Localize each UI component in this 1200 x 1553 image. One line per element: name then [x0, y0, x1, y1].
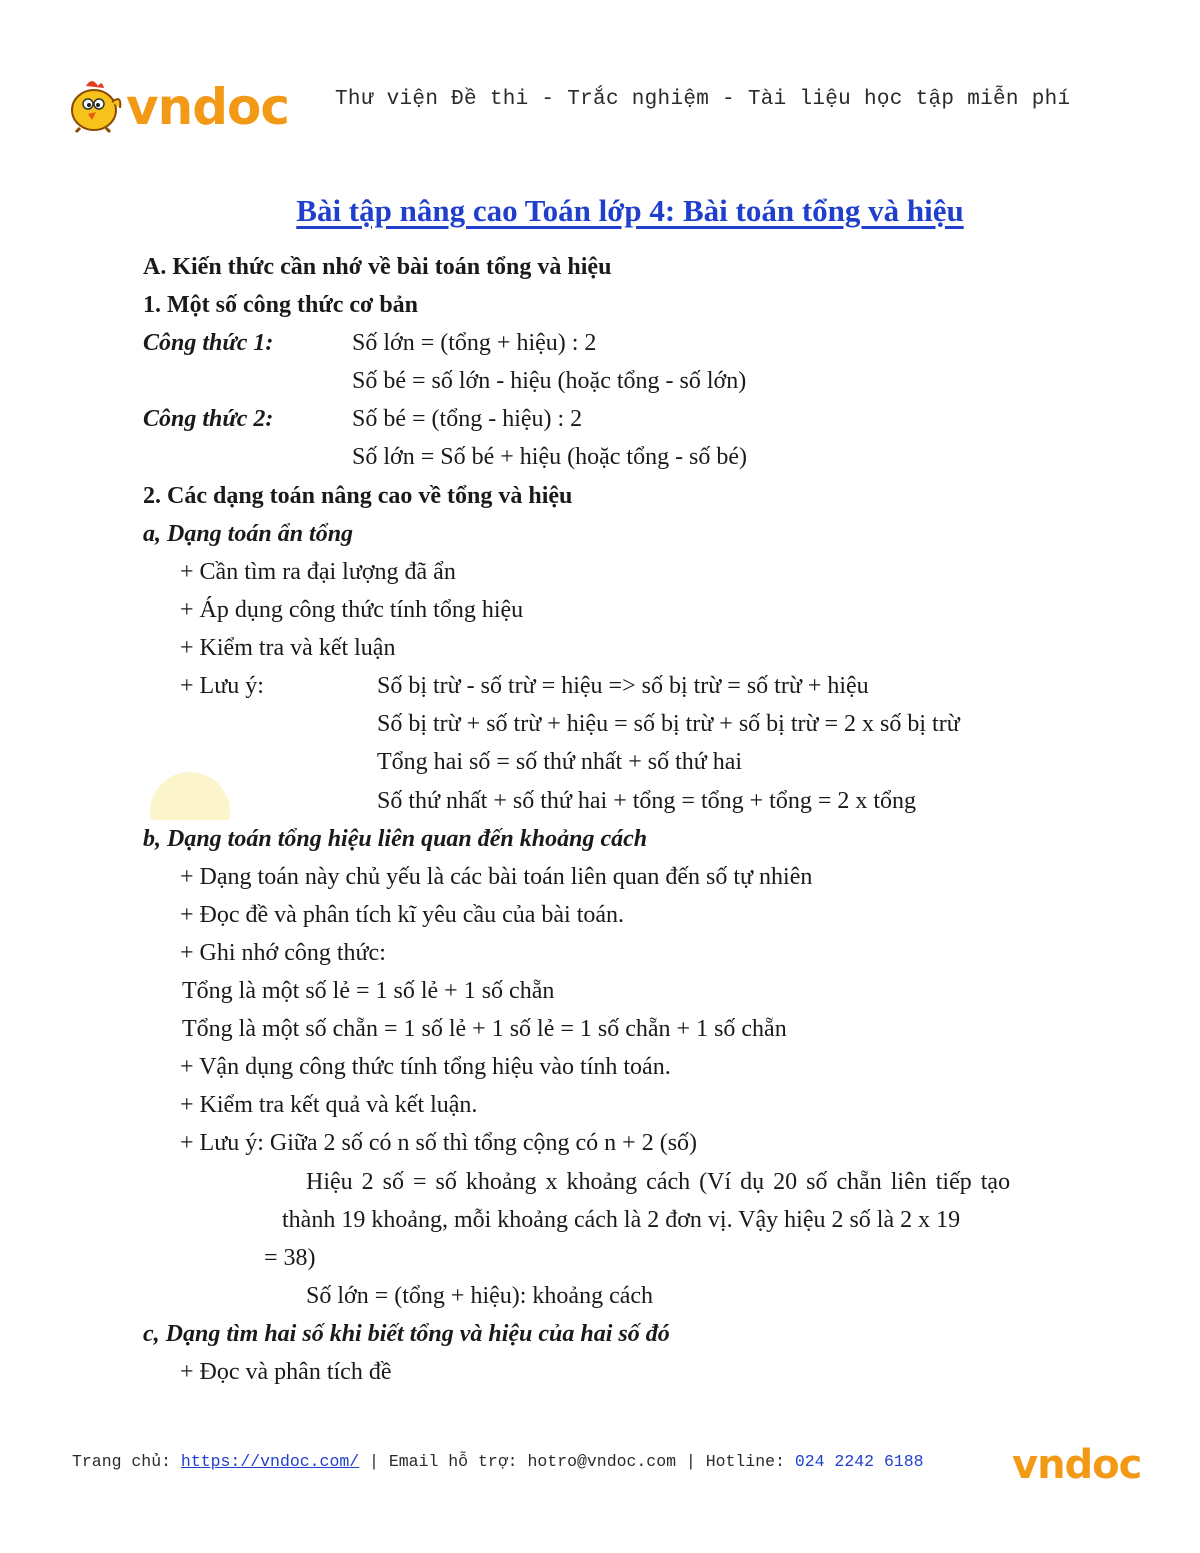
note-label: + Lưu ý: — [180, 673, 264, 699]
formula-2-line-2: Số lớn = Số bé + hiệu (hoặc tổng - số bé) — [352, 444, 748, 470]
note-line: Tổng hai số = số thứ nhất + số thứ hai — [377, 749, 743, 775]
list-item: + Lưu ý: Giữa 2 số có n số thì tổng cộng có n + 2 (số) — [180, 1130, 698, 1156]
difference-line-2: thành 19 khoảng, mỗi khoảng cách là 2 đơn vị. Vậy hiệu 2 số là 2 x 19 — [282, 1207, 961, 1233]
list-item: + Đọc đề và phân tích kĩ yêu cầu của bài toán. — [180, 902, 625, 928]
list-item: + Áp dụng công thức tính tổng hiệu — [180, 597, 524, 623]
list-item: + Ghi nhớ công thức: — [180, 940, 386, 966]
vndoc-logo-text: vndoc — [126, 78, 289, 134]
page-title[interactable]: Bài tập nâng cao Toán lớp 4: Bài toán tổng và hiệu — [296, 193, 964, 228]
list-item: + Đọc và phân tích đề — [180, 1359, 392, 1385]
section-a-heading: A. Kiến thức cần nhớ về bài toán tổng và hiệu — [143, 254, 612, 280]
difference-line-3: = 38) — [264, 1245, 316, 1271]
subsection-2-heading: 2. Các dạng toán nâng cao về tổng và hiệu — [143, 483, 573, 509]
list-item: + Cần tìm ra đại lượng đã ẩn — [180, 559, 456, 585]
formula-1-label: Công thức 1: — [143, 330, 274, 356]
home-link[interactable]: https://vndoc.com/ — [180, 1452, 360, 1471]
page-header — [0, 0, 1200, 160]
subsection-1-heading: 1. Một số công thức cơ bản — [143, 292, 419, 318]
decorative-sun-shape — [150, 772, 230, 820]
list-item: Tổng là một số chẵn = 1 số lẻ + 1 số lẻ = 1 số chẵn + 1 số chẵn — [182, 1016, 787, 1042]
list-item: Tổng là một số lẻ = 1 số lẻ + 1 số chẵn — [182, 978, 555, 1004]
formula-2-line-1: Số bé = (tổng - hiệu) : 2 — [352, 406, 583, 432]
part-c-heading: c, Dạng tìm hai số khi biết tổng và hiệu của hai số đó — [143, 1321, 670, 1347]
list-item: + Dạng toán này chủ yếu là các bài toán liên quan đến số tự nhiên — [180, 864, 813, 890]
home-label: Trang chủ: — [72, 1452, 181, 1471]
part-a-heading: a, Dạng toán ẩn tổng — [143, 521, 354, 547]
email-label: | Email hỗ trợ: hotro@vndoc.com | Hotline: — [359, 1452, 795, 1471]
page-footer — [72, 1452, 924, 1471]
site-tagline: Thư viện Đề thi - Trắc nghiệm - Tài liệu học tập miễn phí — [335, 88, 1071, 111]
difference-line-1: Hiệu 2 số = số khoảng x khoảng cách (Ví dụ 20 số chẵn liên tiếp tạo — [306, 1169, 1011, 1195]
list-item: + Kiểm tra kết quả và kết luận. — [180, 1092, 478, 1118]
formula-1-line-1: Số lớn = (tổng + hiệu) : 2 — [352, 330, 597, 356]
note-line: Số thứ nhất + số thứ hai + tổng = tổng + tổng = 2 x tổng — [377, 788, 917, 814]
footer-vndoc-logo[interactable] — [1010, 1440, 1156, 1486]
list-item: + Kiểm tra và kết luận — [180, 635, 396, 661]
chick-mascot-icon — [72, 81, 120, 132]
part-b-heading: b, Dạng toán tổng hiệu liên quan đến khoảng cách — [143, 826, 648, 852]
list-item: + Vận dụng công thức tính tổng hiệu vào tính toán. — [180, 1054, 671, 1080]
footer-logo-text: vndoc — [1012, 1442, 1142, 1486]
vndoc-logo[interactable] — [66, 72, 296, 134]
note-line: Số bị trừ - số trừ = hiệu => số bị trừ = số trừ + hiệu — [377, 673, 869, 699]
formula-2-label: Công thức 2: — [143, 406, 274, 432]
hotline-number: 024 2242 6188 — [794, 1452, 924, 1471]
note-line: Số bị trừ + số trừ + hiệu = số bị trừ + số bị trừ = 2 x số bị trừ — [377, 711, 960, 737]
formula-1-line-2: Số bé = số lớn - hiệu (hoặc tổng - số lớn) — [352, 368, 747, 394]
big-number-formula: Số lớn = (tổng + hiệu): khoảng cách — [306, 1283, 654, 1309]
